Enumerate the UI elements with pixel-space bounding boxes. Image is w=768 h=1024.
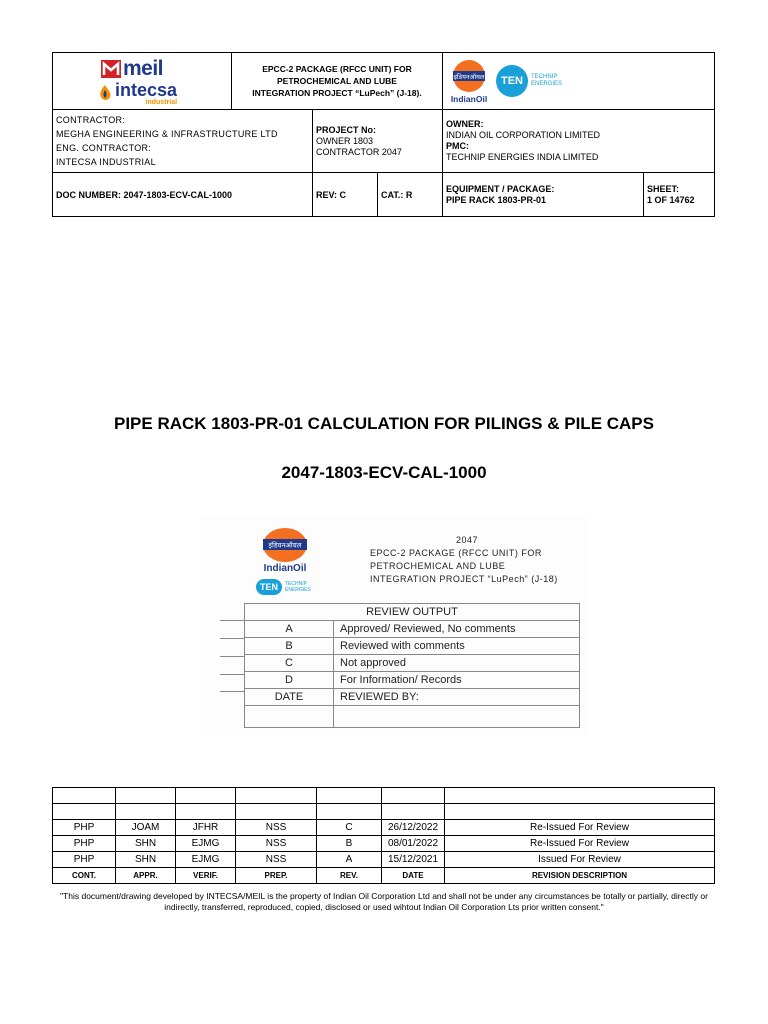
stamp-line2: EPCC-2 PACKAGE (RFCC UNIT) FOR <box>370 548 542 558</box>
owner-pmc-cell <box>443 110 715 173</box>
reviewed-by-value <box>334 706 580 728</box>
project-title-cell <box>232 53 443 110</box>
project-title-line1: EPCC-2 PACKAGE (RFCC UNIT) FOR PETROCHEMICAL AND LUBE <box>262 64 412 86</box>
col-prep-label: PREP. <box>236 868 317 884</box>
rev-cont: PHP <box>53 836 116 852</box>
review-desc: Reviewed with comments <box>334 638 580 655</box>
pmc-name: TECHNIP ENERGIES INDIA LIMITED <box>446 152 599 162</box>
rev-date: 08/01/2022 <box>382 836 445 852</box>
technip-energies-logo <box>496 65 562 97</box>
col-rev-label: REV. <box>317 868 382 884</box>
rev-rev: B <box>317 836 382 852</box>
review-desc: For Information/ Records <box>334 672 580 689</box>
disclaimer-text: "This document/drawing developed by INTECSA/MEIL is the property of Indian Oil Corporation Ltd and shall not be under any circumstances be totally or partially, directly or indirectly, transferred, reproduced, copied, disclosed or used wihtout Indian Oil Corporation Lts prior written consent." <box>60 891 708 912</box>
reviewed-by-label: REVIEWED BY: <box>334 689 580 706</box>
rev-desc: Re-Issued For Review <box>445 820 715 836</box>
indianoil-logo <box>445 59 493 104</box>
owner-logos-cell <box>443 53 715 110</box>
document-code: 2047-1803-ECV-CAL-1000 <box>281 463 487 482</box>
document-header-table <box>52 52 715 217</box>
ten-circle-icon <box>496 65 528 97</box>
col-date-label: DATE <box>382 868 445 884</box>
meil-m-icon <box>101 60 121 78</box>
review-row-d <box>245 672 580 689</box>
review-date-value <box>245 706 334 728</box>
rev-appr: SHN <box>116 852 176 868</box>
intecsa-logo <box>97 81 177 106</box>
technip-line2: ENERGIES <box>531 81 563 87</box>
stamp-line3: PETROCHEMICAL AND LUBE <box>370 561 506 571</box>
stamp-line4: INTEGRATION PROJECT “LuPech” (J-18) <box>370 574 558 584</box>
review-row-a <box>245 621 580 638</box>
eng-contractor-label: ENG. CONTRACTOR: <box>56 143 152 153</box>
col-verif-label: VERIF. <box>176 868 236 884</box>
revision-header-row <box>53 868 715 884</box>
project-no-label: PROJECT No: <box>316 124 377 135</box>
equipment-name: PIPE RACK 1803-PR-01 <box>446 194 547 205</box>
col-cont-label: CONT. <box>53 868 116 884</box>
stamp-indianoil-text: IndianOil <box>263 563 307 574</box>
pmc-label: PMC: <box>446 141 469 151</box>
rev-rev: C <box>317 820 382 836</box>
stamp-indianoil-emblem-icon <box>262 527 308 563</box>
rev-appr: JOAM <box>116 820 176 836</box>
owner-number: OWNER 1803 <box>316 135 374 146</box>
doc-number: DOC NUMBER: 2047-1803-ECV-CAL-1000 <box>53 173 313 217</box>
cat-cell: CAT.: R <box>378 173 443 217</box>
ten-logo-text: TEN <box>501 75 523 87</box>
equipment-label: EQUIPMENT / PACKAGE: <box>446 183 555 194</box>
revision-row-empty <box>53 788 715 804</box>
col-desc-label: REVISION DESCRIPTION <box>445 868 715 884</box>
rev-date: 26/12/2022 <box>382 820 445 836</box>
review-code: C <box>245 655 334 672</box>
rev-desc: Issued For Review <box>445 852 715 868</box>
review-row-b <box>245 638 580 655</box>
stamp-project-text <box>370 534 558 586</box>
rev-appr: SHN <box>116 836 176 852</box>
sheet-cell <box>644 173 715 217</box>
rev-verif: EJMG <box>176 852 236 868</box>
review-code: D <box>245 672 334 689</box>
indianoil-emblem-icon <box>452 59 486 93</box>
stamp-technip-line1: TECHNIP <box>285 581 307 587</box>
stamp-ten-icon <box>256 579 282 595</box>
technip-line1: TECHNIP <box>531 74 558 80</box>
revision-row <box>53 836 715 852</box>
intecsa-flame-icon <box>97 84 113 102</box>
equipment-cell <box>443 173 644 217</box>
stamp-line1: 2047 <box>456 535 479 545</box>
review-code: B <box>245 638 334 655</box>
rev-rev: A <box>317 852 382 868</box>
intecsa-logo-subtext: industrial <box>145 98 178 106</box>
document-title: PIPE RACK 1803-PR-01 CALCULATION FOR PILINGS & PILE CAPS <box>114 414 654 433</box>
review-output-table <box>244 603 580 728</box>
indianoil-emblem-text: इंडियनऑयल <box>453 72 485 81</box>
project-no-cell <box>313 110 443 173</box>
project-title-line2: INTEGRATION PROJECT “LuPech” (J-18). <box>252 88 422 98</box>
stamp-technip-logo <box>256 579 311 595</box>
rev-verif: EJMG <box>176 836 236 852</box>
contractor-label: CONTRACTOR: <box>56 115 126 125</box>
rev-prep: NSS <box>236 852 317 868</box>
revision-row-empty <box>53 804 715 820</box>
rev-verif: JFHR <box>176 820 236 836</box>
stamp-indianoil-emblem-text: इंडियनऑयल <box>268 541 302 550</box>
rev-date: 15/12/2021 <box>382 852 445 868</box>
rev-prep: NSS <box>236 820 317 836</box>
contractor-number: CONTRACTOR 2047 <box>316 146 402 157</box>
stamp-indianoil-logo <box>262 527 308 574</box>
review-row-c <box>245 655 580 672</box>
review-desc: Approved/ Reviewed, No comments <box>334 621 580 638</box>
col-appr-label: APPR. <box>116 868 176 884</box>
revision-table <box>52 787 715 884</box>
indianoil-logo-text: IndianOil <box>450 93 488 104</box>
owner-label: OWNER: <box>446 119 484 129</box>
contractor-name: MEGHA ENGINEERING & INFRASTRUCTURE LTD <box>56 129 278 139</box>
contractor-info-cell <box>53 110 313 173</box>
rev-desc: Re-Issued For Review <box>445 836 715 852</box>
revision-row <box>53 852 715 868</box>
stamp-ten-text: TEN <box>260 582 278 592</box>
sheet-value: 1 OF 14762 <box>647 194 695 205</box>
contractor-logos-cell <box>53 53 232 110</box>
eng-contractor-name: INTECSA INDUSTRIAL <box>56 157 156 167</box>
review-code: A <box>245 621 334 638</box>
intecsa-logo-text: intecsa <box>115 79 178 100</box>
stamp-technip-line2: ENERGIES <box>285 587 311 593</box>
meil-logo-text: meil <box>123 56 164 80</box>
rev-prep: NSS <box>236 836 317 852</box>
sheet-label: SHEET: <box>647 183 680 194</box>
review-output-header: REVIEW OUTPUT <box>245 604 580 621</box>
owner-name: INDIAN OIL CORPORATION LIMITED <box>446 130 601 140</box>
review-date-label: DATE <box>245 689 334 706</box>
rev-cell: REV: C <box>313 173 378 217</box>
revision-row <box>53 820 715 836</box>
stamp-side-stub <box>220 620 244 692</box>
review-desc: Not approved <box>334 655 580 672</box>
rev-cont: PHP <box>53 820 116 836</box>
meil-logo <box>101 57 163 81</box>
rev-cont: PHP <box>53 852 116 868</box>
